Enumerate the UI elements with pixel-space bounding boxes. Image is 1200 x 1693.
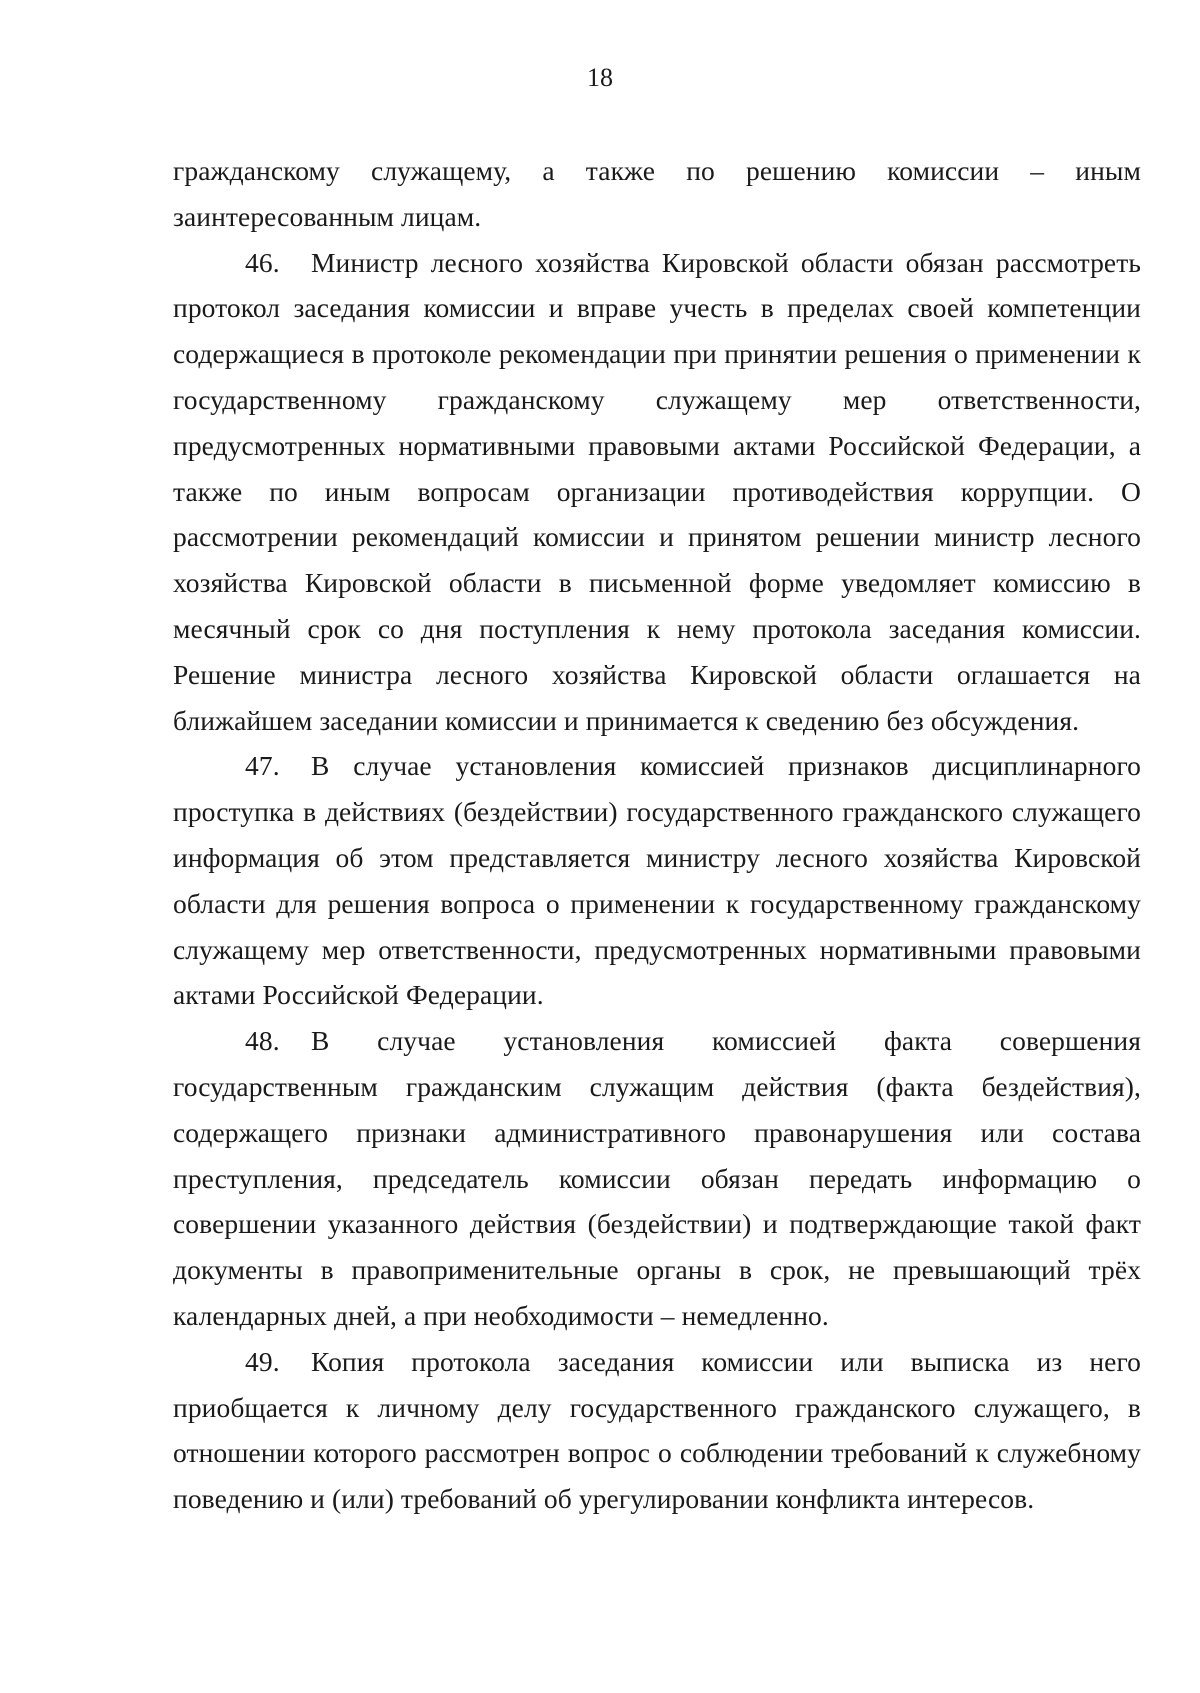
paragraph-text: В случае установления комиссией признаков дисциплинарного проступка в действиях (бездействии) государственного гражданского служащего информация об этом представляется министру лесного хозяйства Кировской области для решения вопроса о применении к государственному гражданскому служащему мер ответственности, предусмотренных нормативными правовыми актами Российской Федерации.	[173, 750, 1141, 1011]
page-number: 18	[587, 63, 613, 92]
paragraph-text: Копия протокола заседания комиссии или выписка из него приобщается к личному делу государственного гражданского служащего, в отношении которого рассмотрен вопрос о соблюдении требований к служебному поведению и (или) требований об урегулировании конфликта интересов.	[173, 1345, 1141, 1515]
paragraph-49	[173, 1339, 1141, 1522]
paragraph-number: 46.	[245, 246, 280, 278]
paragraph-text: В случае установления комиссией факта совершения государственным гражданским служащим действия (факта бездействия), содержащего признаки административного правонарушения или состава преступления, председатель комиссии обязан передать информацию о совершении указанного действия (бездействии) и подтверждающие такой факт документы в правоприменительные органы в срок, не превышающий трёх календарных дней, а при необходимости – немедленно.	[173, 1025, 1141, 1331]
paragraph-47	[173, 743, 1141, 1018]
paragraph-number: 49.	[245, 1345, 280, 1377]
paragraph-number: 47.	[245, 750, 280, 782]
document-body	[173, 148, 1141, 1522]
paragraph-number: 48.	[245, 1025, 280, 1057]
paragraph-46	[173, 240, 1141, 744]
continuation-paragraph: гражданскому служащему, а также по решению комиссии – иным заинтересованным лицам.	[173, 155, 1141, 232]
paragraph-48	[173, 1018, 1141, 1339]
paragraph-text: Министр лесного хозяйства Кировской области обязан рассмотреть протокол заседания комиссии и вправе учесть в пределах своей компетенции содержащиеся в протоколе рекомендации при принятии решения о применении к государственному гражданскому служащему мер ответственности, предусмотренных нормативными правовыми актами Российской Федерации, а также по иным вопросам организации противодействия коррупции. О рассмотрении рекомендаций комиссии и принятом решении министр лесного хозяйства Кировской области в письменной форме уведомляет комиссию в месячный срок со дня поступления к нему протокола заседания комиссии. Решение министра лесного хозяйства Кировской области оглашается на ближайшем заседании комиссии и принимается к сведению без обсуждения.	[173, 246, 1141, 736]
